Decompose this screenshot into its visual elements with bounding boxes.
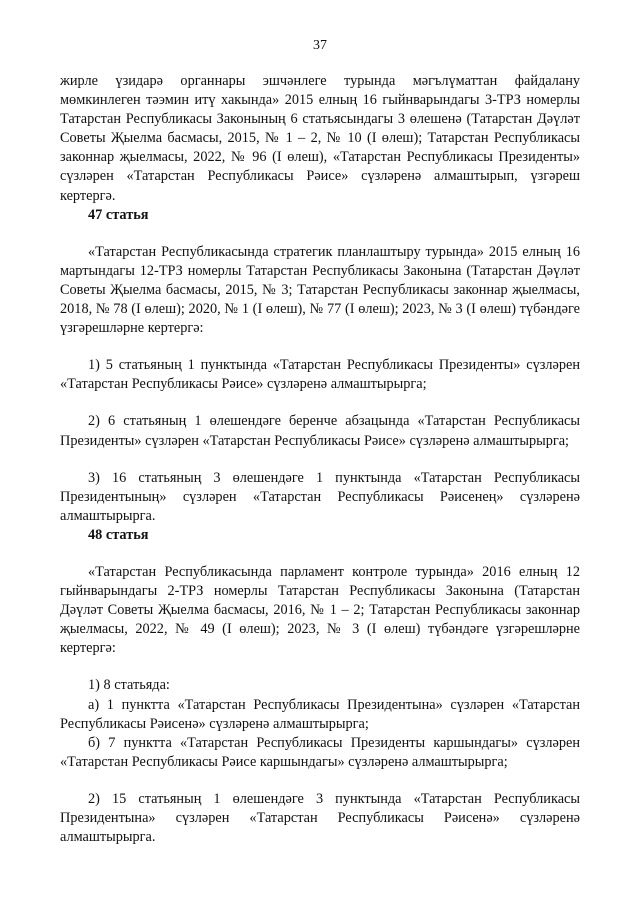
article-48-item-1-b: б) 7 пунктта «Татарстан Республикасы Президенты каршындагы» сүзләрен «Татарстан Республикасы Рәисе каршындагы» сүзләренә алмаштырырга; [60, 734, 580, 770]
page-content [60, 72, 580, 847]
article-47-item-2: 2) 6 статьяның 1 өлешендәге беренче абзацында «Татарстан Республикасы Президенты» сүзләрен «Татарстан Республикасы Рәисе» сүзләренә алмаштырырга; [60, 413, 580, 449]
article-47-heading: 47 статья [88, 206, 149, 223]
intro-paragraph: жирле үзидарә органнары эшчәнлеге турында мәгълүматтан файдалану мөмкинлеген тәэмин итү хакында» 2015 елның 16 гыйнварындагы 3-ТРЗ номерлы Татарстан Республикасы Законының 6 статьясындагы 3 өлешенә (Татарстан Дәүләт Советы Җыелма басмасы, 2015, № 1 – 2, № 10 (I өлеш); Татарстан Республикасы законнар җыелмасы, 2022, № 96 (I өлеш), «Татарстан Республикасы Президенты» сүзләрен «Татарстан Республикасы Рәисе» сүзләренә алмаштырып, үзгәреш кертергә. [60, 73, 580, 204]
article-48-item-1-a: а) 1 пунктта «Татарстан Республикасы Президентына» сүзләрен «Татарстан Республикасы Рәисенә» сүзләренә алмаштырырга; [60, 696, 580, 732]
article-48-item-1-title: 1) 8 статьяда: [88, 677, 170, 694]
article-47-lead: «Татарстан Республикасында стратегик планлаштыру турында» 2015 елның 16 мартындагы 12-ТРЗ номерлы Татарстан Республикасы Законына (Татарстан Дәүләт Советы Җыелма басмасы, 2015, № 3; Татарстан Республикасы законнар җыелмасы, 2018, № 78 (I өлеш); 2020, № 1 (I өлеш), № 77 (I өлеш); 2023, № 3 (I өлеш) түбәндәге үзгәрешләрне кертергә: [60, 243, 580, 337]
article-48-heading: 48 статья [88, 526, 149, 543]
article-48-lead: «Татарстан Республикасында парламент контроле турында» 2016 елның 12 гыйнварындагы 2-ТРЗ номерлы Татарстан Республикасы Законына (Татарстан Дәүләт Советы Җыелма басмасы, 2016, № 1 – 2; Татарстан Республикасы законнар җыелмасы, 2022, № 49 (I өлеш); 2023, № 3 (I өлеш) түбәндәге үзгәрешләрне кертергә: [60, 563, 580, 657]
article-47-item-3: 3) 16 статьяның 3 өлешендәге 1 пунктында «Татарстан Республикасы Президентының» сүзләрен «Татарстан Республикасы Рәисенең» сүзләренә алмаштырырга. [60, 469, 580, 524]
article-48-item-2: 2) 15 статьяның 1 өлешендәге 3 пунктында «Татарстан Республикасы Президентына» сүзләрен «Татарстан Республикасы Рәисенә» сүзләренә алмаштырырга. [60, 790, 580, 846]
page-number: 37 [313, 38, 327, 53]
article-47-item-1: 1) 5 статьяның 1 пунктында «Татарстан Республикасы Президенты» сүзләрен «Татарстан Республикасы Рәисе» сүзләренә алмаштырырга; [60, 357, 580, 393]
